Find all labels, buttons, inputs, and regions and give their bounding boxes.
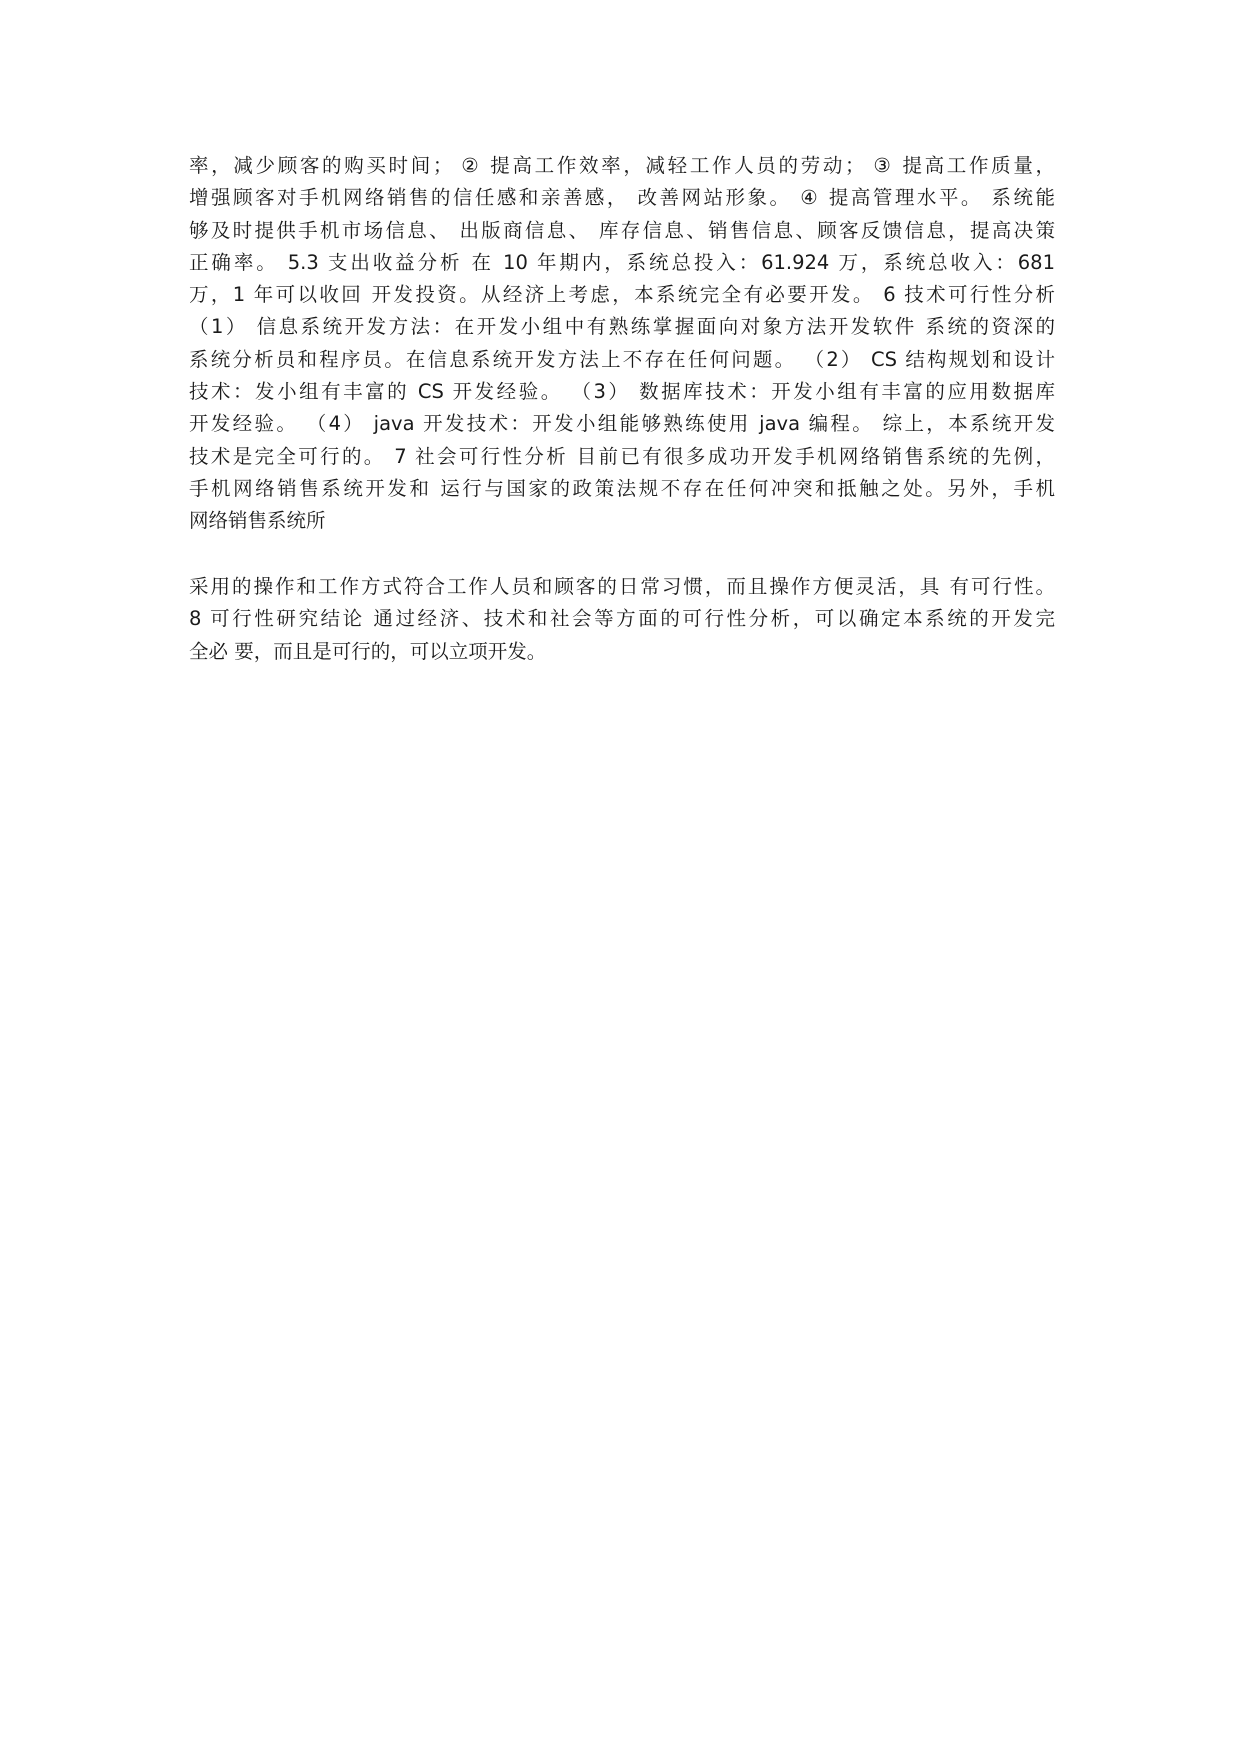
text-line: 技术是完全可行的。 7 社会可行性分析 目前已有很多成功开发手机网络销售系统的先例，	[189, 444, 1055, 468]
text-line: 增强顾客对手机网络销售的信任感和亲善感， 改善网站形象。 ④ 提高管理水平。 系统能	[189, 186, 1055, 210]
body-paragraph	[189, 571, 1055, 668]
text-line: 技术：发小组有丰富的 CS 开发经验。 （3） 数据库技术：开发小组有丰富的应用数据库	[189, 380, 1055, 404]
text-line: （1） 信息系统开发方法：在开发小组中有熟练掌握面向对象方法开发软件 系统的资深的	[189, 315, 1055, 339]
text-line: 网络销售系统所	[189, 509, 326, 533]
text-line: 率，减少顾客的购买时间； ② 提高工作效率，减轻工作人员的劳动； ③ 提高工作质量，	[189, 154, 1055, 177]
text-line: 系统分析员和程序员。在信息系统开发方法上不存在任何问题。 （2） CS 结构规划和设计	[189, 347, 1055, 371]
text-line: 开发经验。 （4） java 开发技术：开发小组能够熟练使用 java 编程。 综上，本系统开发	[189, 412, 1055, 436]
text-line: 万，1 年可以收回 开发投资。从经济上考虑，本系统完全有必要开发。 6 技术可行性分析	[189, 283, 1055, 307]
body-paragraph	[189, 150, 1055, 538]
text-line: 全必 要，而且是可行的，可以立项开发。	[189, 639, 547, 663]
text-line: 够及时提供手机市场信息、 出版商信息、 库存信息、销售信息、顾客反馈信息，提高决策	[189, 218, 1055, 242]
text-line: 手机网络销售系统开发和 运行与国家的政策法规不存在任何冲突和抵触之处。另外，手机	[189, 476, 1055, 500]
text-line: 采用的操作和工作方式符合工作人员和顾客的日常习惯，而且操作方便灵活，具 有可行性。	[189, 575, 1055, 598]
text-line: 正确率。 5.3 支出收益分析 在 10 年期内，系统总投入：61.924 万，系统总收入：681	[189, 250, 1055, 274]
text-line: 8 可行性研究结论 通过经济、技术和社会等方面的可行性分析，可以确定本系统的开发完	[189, 607, 1055, 631]
